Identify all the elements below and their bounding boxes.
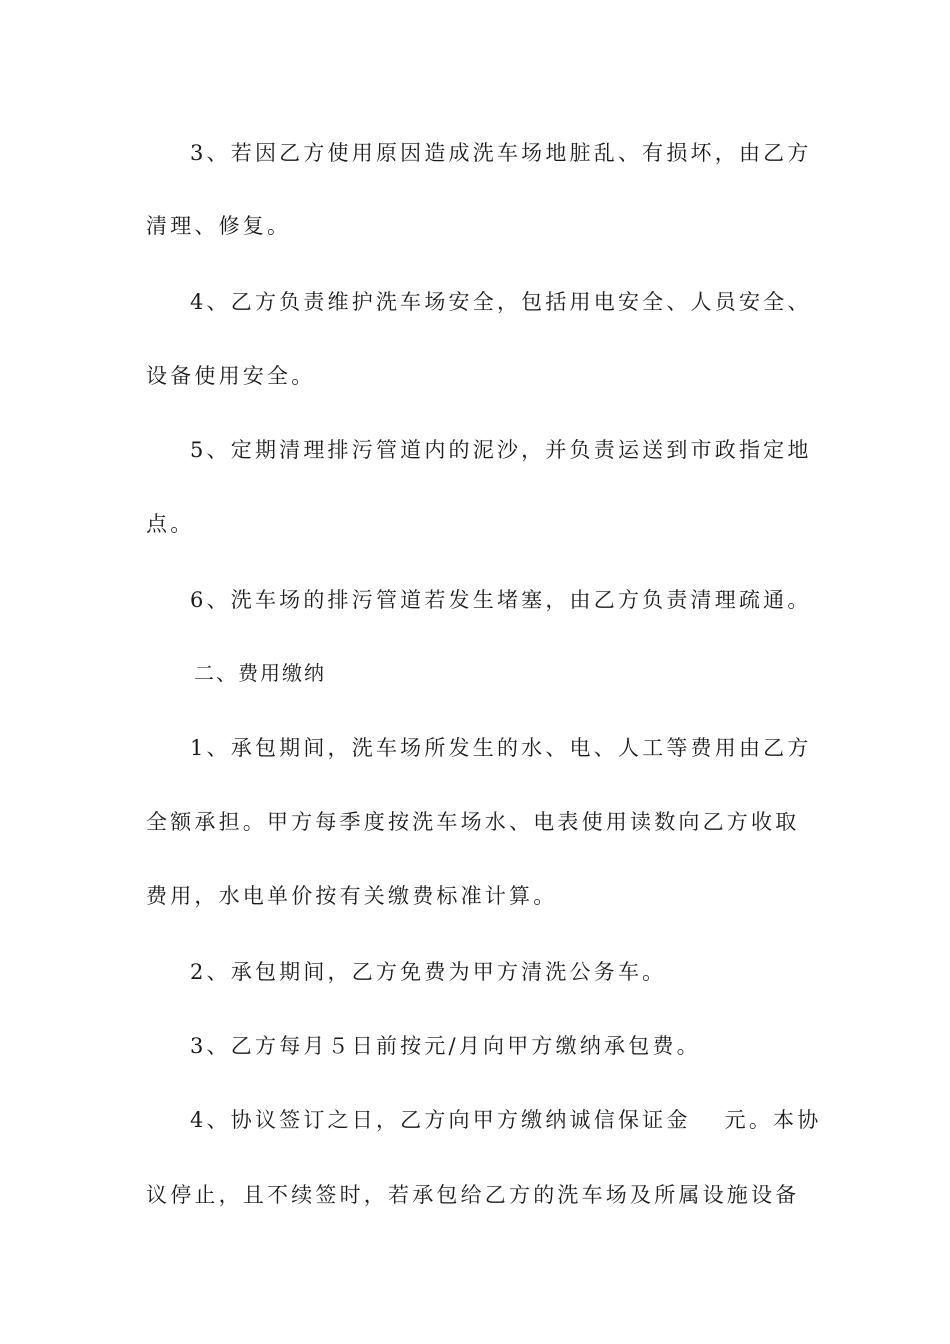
paragraph-3-line-2: 清理、修复。	[146, 214, 292, 238]
section-heading-fees: 二、费用缴纳	[194, 661, 326, 685]
fee-paragraph-1-line-2: 全额承担。甲方每季度按洗车场水、电表使用读数向乙方收取	[146, 810, 800, 834]
paragraph-3-line-1: 3、若因乙方使用原因造成洗车场地脏乱、有损坏，由乙方	[190, 141, 812, 165]
fee-paragraph-2-line-1: 2、承包期间，乙方免费为甲方清洗公务车。	[190, 960, 667, 984]
fee-paragraph-1-line-3: 费用，水电单价按有关缴费标准计算。	[146, 884, 558, 908]
fee-paragraph-3-line-1: 3、乙方每月５日前按元/月向甲方缴纳承包费。	[190, 1034, 701, 1058]
fee-paragraph-4-line-1: 4、协议签订之日，乙方向甲方缴纳诚信保证金 元。本协	[190, 1108, 822, 1132]
fee-paragraph-1-line-1: 1、承包期间，洗车场所发生的水、电、人工等费用由乙方	[190, 736, 812, 760]
paragraph-4-line-1: 4、乙方负责维护洗车场安全，包括用电安全、人员安全、	[190, 290, 812, 314]
paragraph-4-line-2: 设备使用安全。	[146, 364, 316, 388]
paragraph-5-line-2: 点。	[146, 512, 195, 536]
paragraph-6-line-1: 6、洗车场的排污管道若发生堵塞，由乙方负责清理疏通。	[190, 588, 812, 612]
paragraph-5-line-1: 5、定期清理排污管道内的泥沙，并负责运送到市政指定地	[190, 438, 812, 462]
fee-paragraph-4-line-2: 议停止，且不续签时，若承包给乙方的洗车场及所属设施设备	[146, 1183, 800, 1207]
